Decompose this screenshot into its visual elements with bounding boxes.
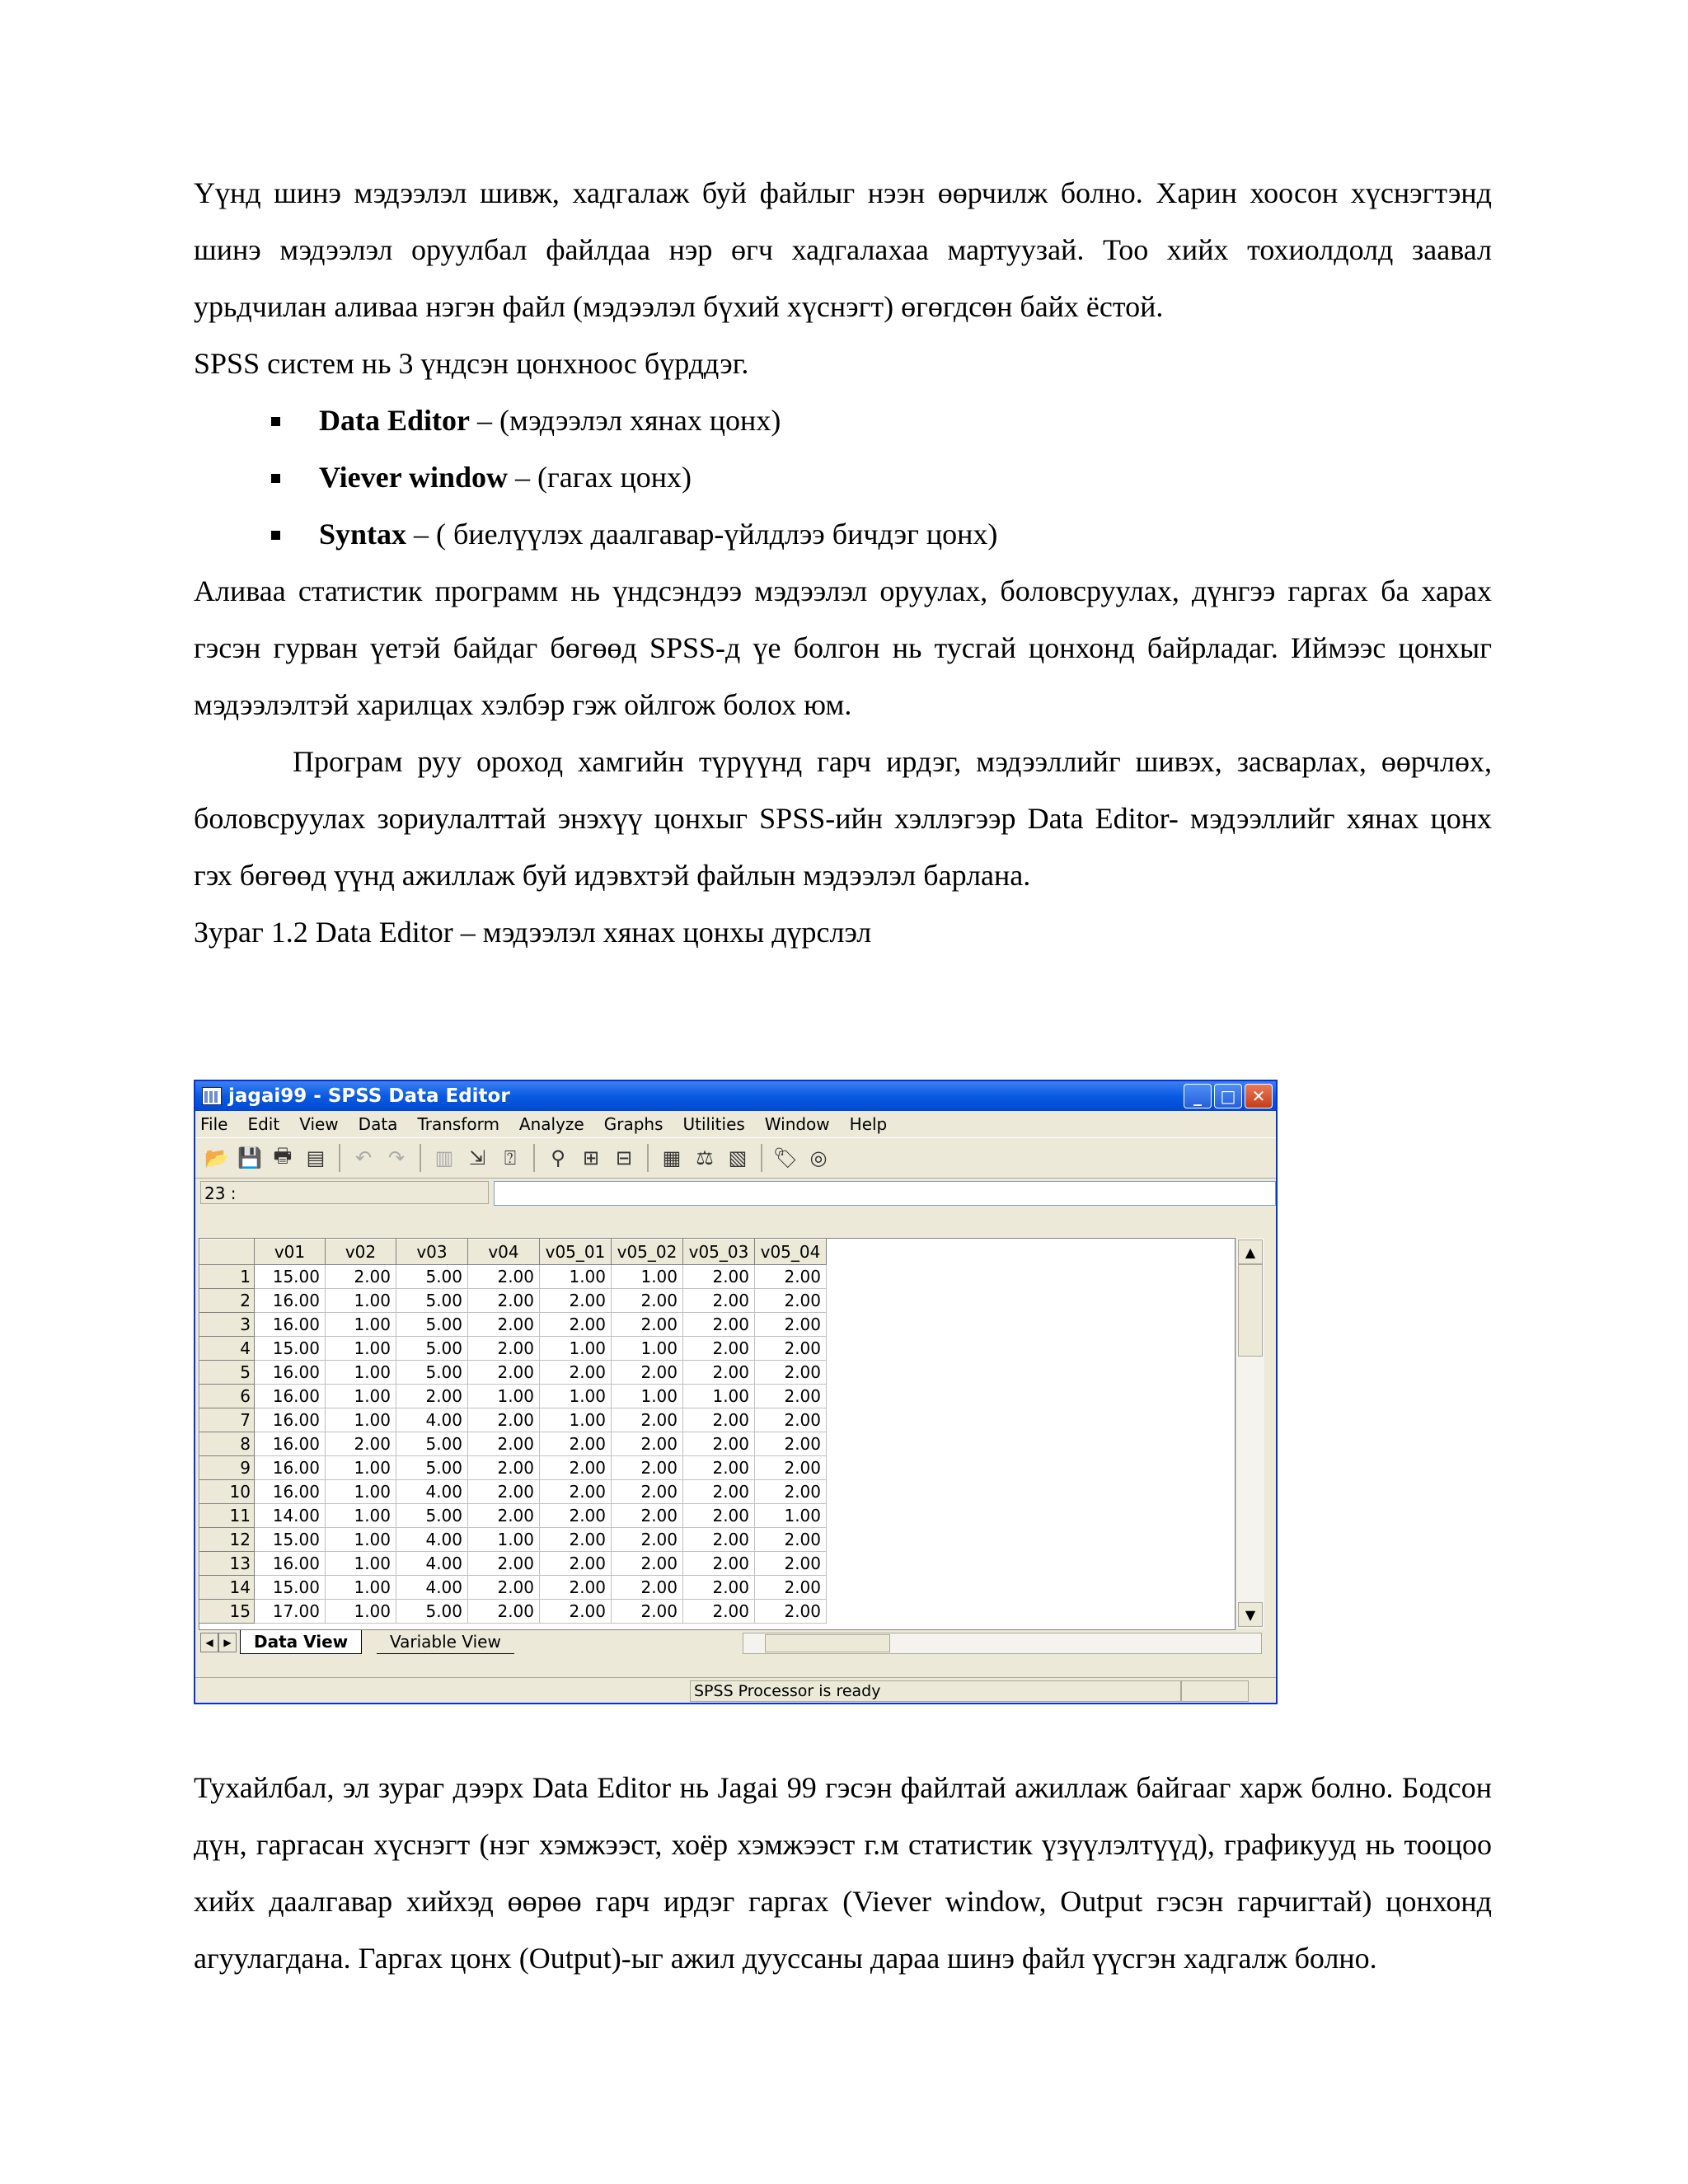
data-cell[interactable]: 14.00 [255,1504,326,1528]
split-file-icon[interactable]: ▦ [662,1146,682,1169]
data-cell[interactable]: 2.00 [755,1576,827,1600]
minimize-icon: _ [1193,1086,1202,1106]
data-cell[interactable]: 2.00 [468,1504,540,1528]
horizontal-scroll-thumb[interactable] [765,1634,890,1652]
menu-item-view[interactable]: View [299,1114,339,1134]
table-row [200,1576,827,1600]
data-cell[interactable]: 16.00 [255,1313,326,1337]
tab-data-view[interactable]: Data View [240,1630,362,1654]
sheet-tab-bar [199,1630,1264,1655]
data-cell[interactable]: 2.00 [612,1600,683,1624]
data-cell[interactable]: 2.00 [612,1456,683,1480]
list-item [194,449,1492,506]
menu-item-window[interactable]: Window [764,1114,830,1134]
data-cell[interactable]: 2.00 [755,1432,827,1456]
row-header[interactable]: 3 [200,1313,255,1337]
list-item-term: Data Editor [319,404,470,437]
data-cell[interactable]: 2.00 [612,1432,683,1456]
data-cell[interactable]: 2.00 [755,1385,827,1408]
scroll-down-icon[interactable]: ▼ [1238,1602,1263,1627]
data-cell[interactable]: 2.00 [540,1480,612,1504]
data-cell[interactable]: 2.00 [540,1432,612,1456]
tab-variable-view[interactable]: Variable View [377,1630,514,1654]
bullet-square-icon [271,474,280,483]
data-cell[interactable]: 1.00 [326,1576,396,1600]
data-cell[interactable]: 1.00 [683,1385,755,1408]
menu-item-help[interactable]: Help [849,1114,888,1134]
maximize-button[interactable] [1214,1084,1242,1108]
data-cell[interactable]: 2.00 [755,1480,827,1504]
data-cell[interactable]: 4.00 [396,1408,468,1432]
data-cell[interactable]: 2.00 [326,1432,396,1456]
table-row [200,1408,827,1432]
list-item-description: – (гагах цонх) [508,461,692,494]
horizontal-scrollbar[interactable] [743,1633,1262,1654]
data-cell[interactable]: 1.00 [326,1289,396,1313]
data-cell[interactable]: 2.00 [468,1337,540,1361]
row-header[interactable]: 2 [200,1289,255,1313]
table-row [200,1528,827,1552]
row-header[interactable]: 12 [200,1528,255,1552]
data-cell[interactable]: 5.00 [396,1456,468,1480]
data-cell[interactable]: 16.00 [255,1385,326,1408]
data-cell[interactable]: 1.00 [326,1552,396,1576]
bullet-square-icon [271,417,280,426]
data-cell[interactable]: 2.00 [468,1576,540,1600]
list-item-description: – ( биелүүлэх даалгавар-үйлдлээ бичдэг цонх) [406,518,998,551]
data-cell[interactable]: 17.00 [255,1600,326,1624]
weight-cases-icon[interactable]: ⚖ [696,1146,714,1169]
data-cell[interactable]: 2.00 [683,1313,755,1337]
data-cell[interactable]: 2.00 [755,1408,827,1432]
data-cell[interactable]: 1.00 [326,1456,396,1480]
data-cell[interactable]: 2.00 [755,1528,827,1552]
data-cell[interactable]: 1.00 [612,1385,683,1408]
data-cell[interactable]: 2.00 [326,1265,396,1289]
data-cell[interactable]: 1.00 [612,1265,683,1289]
data-cell[interactable]: 2.00 [612,1408,683,1432]
status-bar [195,1677,1276,1703]
data-cell[interactable]: 2.00 [468,1408,540,1432]
data-cell[interactable]: 2.00 [540,1361,612,1385]
data-cell[interactable]: 2.00 [540,1552,612,1576]
data-cell[interactable]: 2.00 [612,1313,683,1337]
data-cell[interactable]: 1.00 [326,1337,396,1361]
data-cell[interactable]: 2.00 [683,1528,755,1552]
toolbar [195,1137,1276,1179]
data-cell[interactable]: 5.00 [396,1432,468,1456]
column-header[interactable]: v05_02 [612,1240,683,1265]
status-text: SPSS Processor is ready [690,1680,1181,1702]
row-header[interactable]: 10 [200,1480,255,1504]
paragraph-5: Тухайлбал, эл зураг дээрх Data Editor нь Jagai 99 гэсэн файлтай ажиллаж байгааг харж болно. Бодсон дүн, гаргасан хүснэгт (нэг хэмжээст, хоёр хэмжээст г.м статистик үзүүлэлтүүд), графикууд нь тооцоо хийх даалгавар хийхэд өөрөө гарч ирдэг гаргах (Viever window, Output гэсэн гарчигтай) цонхонд агуулагдана. Гаргах цонх (Output)-ыг ажил дууссаны дараа шинэ файл үүсгэн хадгалж болно. [194,1771,1492,1975]
table-row [200,1552,827,1576]
data-cell[interactable]: 4.00 [396,1528,468,1552]
data-cell[interactable]: 5.00 [396,1504,468,1528]
data-cell[interactable]: 15.00 [255,1528,326,1552]
column-header[interactable]: v02 [326,1240,396,1265]
data-cell[interactable]: 2.00 [468,1552,540,1576]
row-header[interactable]: 4 [200,1337,255,1361]
select-cases-icon[interactable]: ▧ [728,1146,748,1169]
data-cell[interactable]: 2.00 [683,1265,755,1289]
data-cell[interactable]: 1.00 [468,1385,540,1408]
data-cell[interactable]: 2.00 [468,1265,540,1289]
paragraph-1: Үүнд шинэ мэдээлэл шивж, хадгалаж буй файлыг нээн өөрчилж болно. Харин хоосон хүснэгтэнд шинэ мэдээлэл оруулбал файлдаа нэр өгч хадгалахаа мартуузай. Тоо хийх тохиолдолд заавал урьдчилан аливаа нэгэн файл (мэдээлэл бүхий хүснэгт) өгөгдсөн байх ёстой. [194,176,1492,323]
tab-prev-icon[interactable]: ◀ [200,1633,218,1652]
bullet-square-icon [271,531,280,540]
menu-item-graphs[interactable]: Graphs [603,1114,663,1134]
data-cell[interactable]: 2.00 [683,1408,755,1432]
row-header[interactable]: 5 [200,1361,255,1385]
column-header[interactable]: v05_04 [755,1240,827,1265]
row-header[interactable]: 11 [200,1504,255,1528]
figure-caption: Зураг 1.2 Data Editor – мэдээлэл хянах цонхы дүрслэл [194,916,872,949]
toolbar-separator [339,1144,340,1172]
title-bar[interactable] [195,1081,1276,1111]
toolbar-separator [420,1144,421,1172]
row-header[interactable]: 6 [200,1385,255,1408]
spss-data-editor-window [194,1080,1278,1704]
data-cell[interactable]: 2.00 [468,1456,540,1480]
save-icon[interactable]: 💾 [237,1146,262,1169]
menu-item-analyze[interactable]: Analyze [518,1114,584,1134]
menu-item-data[interactable]: Data [358,1114,398,1134]
data-cell[interactable]: 15.00 [255,1576,326,1600]
data-cell[interactable]: 1.00 [326,1600,396,1624]
data-cell[interactable]: 15.00 [255,1337,326,1361]
vertical-scrollbar[interactable] [1236,1238,1264,1629]
data-cell[interactable]: 1.00 [326,1528,396,1552]
row-header[interactable]: 7 [200,1408,255,1432]
data-cell[interactable]: 2.00 [683,1289,755,1313]
data-cell[interactable]: 2.00 [612,1480,683,1504]
data-cell[interactable]: 2.00 [683,1600,755,1624]
list-item-term: Syntax [319,518,407,551]
toolbar-separator [647,1144,649,1172]
data-cell[interactable]: 2.00 [612,1576,683,1600]
data-cell[interactable]: 2.00 [540,1504,612,1528]
row-header[interactable]: 13 [200,1552,255,1576]
list-item-term: Viever window [319,461,508,494]
data-cell[interactable]: 2.00 [396,1385,468,1408]
data-cell[interactable]: 2.00 [612,1504,683,1528]
data-cell[interactable]: 2.00 [468,1361,540,1385]
data-cell[interactable]: 5.00 [396,1600,468,1624]
use-sets-icon[interactable]: ◎ [809,1146,828,1169]
data-cell[interactable]: 2.00 [540,1528,612,1552]
data-cell[interactable]: 1.00 [540,1385,612,1408]
data-cell[interactable]: 2.00 [683,1337,755,1361]
table-row [200,1432,827,1456]
redo-icon[interactable]: ↷ [387,1146,406,1169]
data-cell[interactable]: 2.00 [468,1313,540,1337]
list-item-description: – (мэдээлэл хянах цонх) [470,404,781,437]
data-cell[interactable]: 2.00 [540,1576,612,1600]
find-binoculars-icon[interactable]: ⚲ [551,1146,565,1169]
undo-icon[interactable]: ↶ [354,1146,373,1169]
data-cell[interactable]: 1.00 [326,1408,396,1432]
table-row [200,1504,827,1528]
data-cell[interactable]: 1.00 [612,1337,683,1361]
data-cell[interactable]: 2.00 [683,1361,755,1385]
data-cell[interactable]: 4.00 [396,1480,468,1504]
data-cell[interactable]: 2.00 [468,1480,540,1504]
data-cell[interactable]: 2.00 [683,1504,755,1528]
print-icon[interactable]: 🖶 [273,1143,293,1167]
data-cell[interactable]: 1.00 [326,1504,396,1528]
cell-value-input[interactable] [494,1181,1276,1206]
cell-editor-bar [195,1179,1276,1207]
data-cell[interactable]: 2.00 [755,1361,827,1385]
table-row [200,1385,827,1408]
menu-item-file[interactable]: File [200,1114,228,1134]
data-cell[interactable]: 2.00 [612,1361,683,1385]
list-item [194,506,1492,563]
window-title: jagai99 - SPSS Data Editor [228,1085,510,1107]
data-cell[interactable]: 5.00 [396,1313,468,1337]
row-header[interactable]: 15 [200,1600,255,1624]
data-cell[interactable]: 2.00 [755,1313,827,1337]
scroll-thumb[interactable] [1238,1264,1263,1357]
row-header[interactable]: 1 [200,1265,255,1289]
dialog-recall-icon[interactable]: ▤ [306,1146,326,1169]
table-row [200,1361,827,1385]
toolbar-separator [761,1144,762,1172]
document-body [194,165,1492,961]
scroll-up-icon[interactable]: ▲ [1238,1240,1263,1264]
menu-item-utilities[interactable]: Utilities [682,1114,745,1134]
data-cell[interactable]: 1.00 [326,1480,396,1504]
spreadsheet-icon [202,1087,222,1105]
data-cell[interactable]: 2.00 [683,1576,755,1600]
window-list [194,392,1492,563]
close-icon: ✕ [1251,1086,1266,1106]
data-cell[interactable]: 2.00 [540,1456,612,1480]
data-cell[interactable]: 1.00 [326,1361,396,1385]
data-cell[interactable]: 2.00 [755,1289,827,1313]
data-cell[interactable]: 1.00 [326,1313,396,1337]
data-cell[interactable]: 1.00 [755,1504,827,1528]
toolbar-separator [533,1144,535,1172]
data-cell[interactable]: 2.00 [683,1480,755,1504]
menu-bar [195,1111,1276,1137]
list-item [194,392,1492,449]
data-cell[interactable]: 1.00 [540,1265,612,1289]
row-header[interactable]: 14 [200,1576,255,1600]
maximize-icon: □ [1220,1086,1236,1106]
variables-icon[interactable]: ⍰ [504,1146,517,1169]
data-cell[interactable]: 2.00 [755,1337,827,1361]
data-cell[interactable]: 2.00 [755,1600,827,1624]
data-grid [199,1238,1236,1630]
data-cell[interactable]: 1.00 [326,1385,396,1408]
table-row [200,1337,827,1361]
paragraph-3: Аливаа статистик программ нь үндсэндээ мэдээлэл оруулах, боловсруулах, дүнгээ гаргах ба харах гэсэн гурван үетэй байдаг бөгөөд SPSS-д үе болгон нь тусгай цонхонд байрладаг. Иймээс цонхыг мэдээлэлтэй харилцах хэлбэр гэж ойлгож болох юм. [194,574,1492,721]
row-header[interactable]: 9 [200,1456,255,1480]
data-cell[interactable]: 2.00 [540,1289,612,1313]
data-cell[interactable]: 2.00 [540,1600,612,1624]
data-cell[interactable]: 16.00 [255,1456,326,1480]
table-row [200,1480,827,1504]
data-cell[interactable]: 2.00 [683,1456,755,1480]
data-cell[interactable]: 2.00 [468,1600,540,1624]
data-cell[interactable]: 2.00 [683,1552,755,1576]
menu-item-transform[interactable]: Transform [417,1114,499,1134]
data-cell[interactable]: 5.00 [396,1265,468,1289]
data-cell[interactable]: 2.00 [612,1552,683,1576]
table-row [200,1289,827,1313]
data-cell[interactable]: 4.00 [396,1576,468,1600]
value-labels-icon[interactable]: 🏷 [772,1146,799,1169]
paragraph-4: Програм руу ороход хамгийн түрүүнд гарч ирдэг, мэдээллийг шивэх, засварлах, өөрчлөх, боловсруулах зориулалттай энэхүү цонхыг SPSS-ийн хэллэгээр Data Editor- мэдээллийг хянах цонх гэх бөгөөд үүнд ажиллаж буй идэвхтэй файлын мэдээлэл барлана. [194,745,1492,892]
data-cell[interactable]: 2.00 [683,1432,755,1456]
data-cell[interactable]: 2.00 [540,1313,612,1337]
cell-address: 23 : [200,1181,489,1204]
row-header[interactable]: 8 [200,1432,255,1456]
table-row [200,1265,827,1289]
data-cell[interactable]: 2.00 [468,1432,540,1456]
insert-case-icon[interactable]: ⊞ [582,1146,600,1169]
tab-next-icon[interactable]: ▶ [218,1633,237,1652]
minimize-button[interactable] [1184,1084,1212,1108]
document-body-continued [194,1760,1492,1987]
column-header[interactable]: v05_01 [540,1240,612,1265]
data-cell[interactable]: 4.00 [396,1552,468,1576]
data-cell[interactable]: 2.00 [755,1456,827,1480]
data-cell[interactable]: 2.00 [755,1552,827,1576]
data-cell[interactable]: 2.00 [612,1289,683,1313]
corner-cell[interactable] [200,1240,255,1265]
data-cell[interactable]: 2.00 [612,1528,683,1552]
column-header[interactable]: v04 [468,1240,540,1265]
data-cell[interactable]: 16.00 [255,1289,326,1313]
column-header[interactable]: v05_03 [683,1240,755,1265]
data-cell[interactable]: 16.00 [255,1480,326,1504]
close-button[interactable] [1245,1084,1273,1108]
open-folder-icon[interactable]: 📂 [204,1146,229,1169]
data-cell[interactable]: 2.00 [468,1289,540,1313]
data-cell[interactable]: 16.00 [255,1432,326,1456]
data-cell[interactable]: 16.00 [255,1408,326,1432]
status-panel [1181,1680,1249,1702]
data-cell[interactable]: 1.00 [540,1408,612,1432]
data-cell[interactable]: 1.00 [540,1337,612,1361]
column-header[interactable]: v03 [396,1240,468,1265]
data-cell[interactable]: 1.00 [468,1528,540,1552]
menu-item-edit[interactable]: Edit [247,1114,280,1134]
data-cell[interactable]: 16.00 [255,1361,326,1385]
data-cell[interactable]: 15.00 [255,1265,326,1289]
data-cell[interactable]: 5.00 [396,1289,468,1313]
data-cell[interactable]: 5.00 [396,1361,468,1385]
table-row [200,1313,827,1337]
goto-chart-icon[interactable]: ▥ [434,1146,454,1169]
table-row [200,1600,827,1624]
data-cell[interactable]: 5.00 [396,1337,468,1361]
insert-variable-icon[interactable]: ⊟ [615,1146,633,1169]
goto-case-icon[interactable]: ⇲ [468,1146,486,1169]
data-cell[interactable]: 2.00 [755,1265,827,1289]
paragraph-2: SPSS систем нь 3 үндсэн цонхноос бүрддэг. [194,347,749,380]
table-row [200,1456,827,1480]
column-header[interactable]: v01 [255,1240,326,1265]
data-cell[interactable]: 16.00 [255,1552,326,1576]
